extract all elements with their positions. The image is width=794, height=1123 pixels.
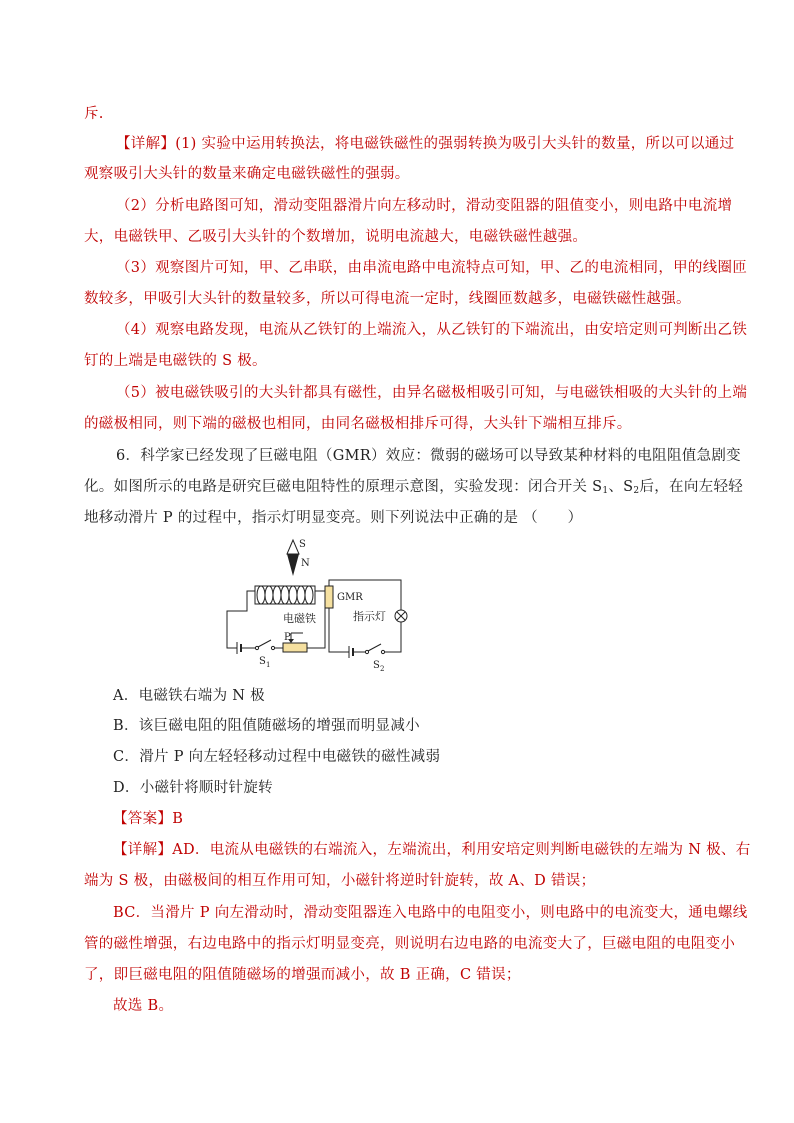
text-line: 观察吸引大头针的数量来确定电磁铁磁性的强弱。 <box>84 166 410 182</box>
text-line: （4）观察电路发现，电流从乙铁钉的上端流入，从乙铁钉的下端流出，由安培定则可判断出乙铁 <box>116 322 748 338</box>
text-line: 斥. <box>84 106 104 122</box>
text-span: 后，在向左轻轻 <box>639 479 744 495</box>
subscript: 2 <box>633 486 640 496</box>
text-line: 大，电磁铁甲、乙吸引大头针的个数增加，说明电流越大，电磁铁磁性越强。 <box>84 229 588 245</box>
text-line: 数较多，甲吸引大头针的数量较多，所以可得电流一定时，线圈匝数越多，电磁铁磁性越强。 <box>84 291 691 307</box>
text-line: 端为 S 极，由磁极间的相互作用可知，小磁针将逆时针旋转，故 A、D 错误； <box>84 873 596 889</box>
coil-windings <box>257 586 313 604</box>
text-line: 故选 B。 <box>113 998 174 1014</box>
detail-paragraph-2 <box>113 840 751 860</box>
text-span: 化。如图所示的电路是研究巨磁电阻特性的原理示意图，实验发现：闭合开关 S <box>84 479 603 495</box>
compass-needle-n <box>287 554 299 576</box>
circuit-diagram <box>215 536 415 676</box>
option-c: C．滑片 P 向左轻轻移动过程中电磁铁的磁性减弱 <box>113 749 441 765</box>
detail-tag: 【详解】 <box>116 136 176 152</box>
answer-value: B <box>172 811 184 827</box>
answer-line <box>113 809 743 829</box>
text-line: （2）分析电路图可知，滑动变阻器滑片向左移动时，滑动变阻器的阻值变小，则电路中电流增 <box>116 198 733 214</box>
question-line: 地移动滑片 P 的过程中，指示灯明显变亮。则下列说法中正确的是 （ ） <box>84 510 583 526</box>
gmr-resistor <box>325 586 333 608</box>
label-s2: S <box>373 660 380 671</box>
text-line: BC．当滑片 P 向左滑动时，滑动变阻器连入电路中的电阻变小，则电路中的电流变大，通电螺线 <box>113 905 748 921</box>
detail-tag: 【详解】 <box>113 842 173 858</box>
label-s1-sub: 1 <box>266 661 271 669</box>
label-n: N <box>301 558 310 569</box>
text-line: 的磁极相同，则下端的磁极也相同，由同名磁极相排斥可得，大头针下端相互排斥。 <box>84 416 632 432</box>
label-s1: S <box>259 656 266 667</box>
option-b: B．该巨磁电阻的阻值随磁场的增强而明显减小 <box>113 718 420 734</box>
label-p: P <box>284 632 291 643</box>
label-s: S <box>299 539 306 550</box>
text-line: （3）观察图片可知，甲、乙串联，由串流电路中电流特点可知，甲、乙的电流相同，甲的线圈匝 <box>116 260 748 276</box>
label-lamp: 指示灯 <box>353 610 386 623</box>
text-line: 了，即巨磁电阻的阻值随磁场的增强而减小，故 B 正确，C 错误； <box>84 967 521 983</box>
label-s2-sub: 2 <box>380 665 385 673</box>
text-span: (1) 实验中运用转换法，将电磁铁磁性的强弱转换为吸引大头针的数量，所以可以通过 <box>175 136 735 152</box>
detail-paragraph-1 <box>116 134 746 154</box>
compass-needle-s <box>287 540 299 554</box>
label-gmr: GMR <box>337 592 363 603</box>
option-a: A．电磁铁右端为 N 极 <box>113 688 265 704</box>
question-line: 6．科学家已经发现了巨磁电阻（GMR）效应：微弱的磁场可以导致某种材料的电阻阻值急剧变 <box>116 448 741 464</box>
text-span: AD．电流从电磁铁的右端流入，左端流出，利用安培定则判断电磁铁的左端为 N 极、右 <box>172 842 751 858</box>
question-line <box>84 477 744 501</box>
text-line: （5）被电磁铁吸引的大头针都具有磁性，由异名磁极相吸引可知，与电磁铁相吸的大头针的上端 <box>116 385 748 401</box>
label-electromagnet: 电磁铁 <box>283 612 316 625</box>
text-line: 管的磁性增强，右边电路中的指示灯明显变亮，则说明右边电路的电流变大了，巨磁电阻的电阻变小 <box>84 936 736 952</box>
subscript: 1 <box>602 486 609 496</box>
text-span: 、S <box>608 479 634 495</box>
option-d: D．小磁针将顺时针旋转 <box>113 780 273 796</box>
rheostat <box>283 643 307 652</box>
answer-tag: 【答案】 <box>113 811 173 827</box>
text-line: 钉的上端是电磁铁的 S 极。 <box>84 353 267 369</box>
